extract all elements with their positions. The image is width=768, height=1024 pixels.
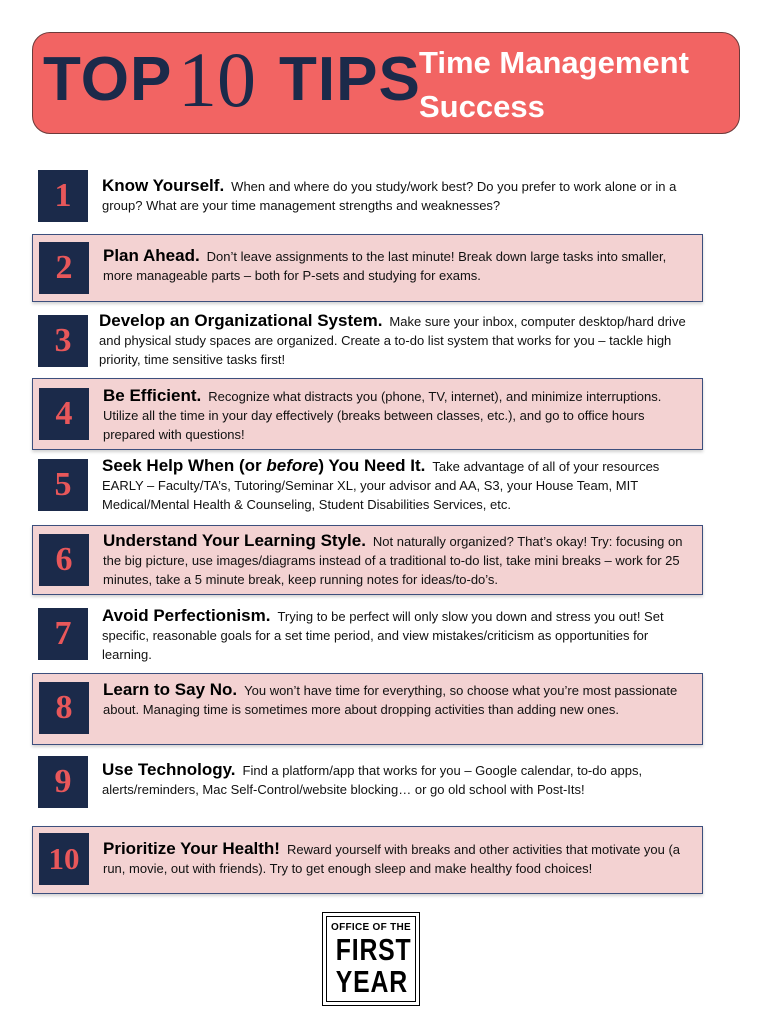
- tip-title: Know Yourself.: [102, 176, 225, 195]
- title-subtitle: [419, 41, 689, 129]
- title-banner: [32, 32, 740, 134]
- tip-5: [32, 452, 703, 520]
- tip-8: [32, 673, 703, 745]
- tip-title: Learn to Say No.: [103, 680, 238, 699]
- logo-line-2: FIRST: [335, 932, 412, 967]
- tip-6: [32, 525, 703, 595]
- tip-2: [32, 234, 703, 302]
- tip-title: Use Technology.: [102, 760, 236, 779]
- tip-body: Not naturally organized? That’s okay! Try: focusing on the big picture, use images/diagrams instead of a traditional to-do list, take mini breaks – work for 25 minutes, take a 5 minute break, keep running notes for ideas/to-do’s.: [103, 534, 683, 587]
- tip-title: Be Efficient.: [103, 386, 202, 405]
- tip-body: Reward yourself with breaks and other activities that motivate you (a run, movie, out with friends). Try to get enough sleep and make healthy food choices!: [103, 842, 681, 876]
- tip-body: Trying to be perfect will only slow you down and stress you out! Set specific, reasonable goals for a set time period, and view mistakes/criticism as opportunities for learning.: [102, 609, 664, 662]
- tip-7: [32, 600, 703, 670]
- title-top: TOP: [43, 45, 173, 114]
- logo-line-3: YEAR: [335, 964, 408, 999]
- tip-title: Seek Help When (or before) You Need It.: [102, 456, 426, 475]
- tip-body: Recognize what distracts you (phone, TV, internet), and minimize interruptions. Utilize all the time in your day effectively (breaks between classes, etc.), and go to office hours prepared with questions!: [103, 389, 662, 442]
- tip-number: 2: [39, 242, 89, 294]
- title-ten: 10: [178, 36, 256, 123]
- tip-number: 5: [38, 459, 88, 511]
- tip-body: When and where do you study/work best? Do you prefer to work alone or in a group? What are your time management strengths and weaknesses?: [102, 179, 677, 213]
- subtitle-line-2: Success: [419, 89, 545, 124]
- logo-line-1: OFFICE OF THE: [330, 922, 411, 933]
- tip-body: You won’t have time for everything, so choose what you’re most passionate about. Managing time is sometimes more about dropping activities than adding new ones.: [103, 683, 678, 717]
- title-tips: TIPS: [279, 45, 421, 114]
- tip-number: 3: [38, 315, 88, 367]
- tip-title: Avoid Perfectionism.: [102, 606, 271, 625]
- tip-number: 6: [39, 534, 89, 586]
- tip-number: 10: [39, 833, 89, 885]
- tip-title: Develop an Organizational System.: [99, 311, 383, 330]
- tip-title: Plan Ahead.: [103, 246, 200, 265]
- tip-body: Find a platform/app that works for you – Google calendar, to-do apps, alerts/reminders, Mac Self-Control/website blocking… or go old school with Post-Its!: [102, 763, 643, 797]
- tip-4: [32, 378, 703, 450]
- tip-number: 4: [39, 388, 89, 440]
- tip-number: 9: [38, 756, 88, 808]
- tip-title: Understand Your Learning Style.: [103, 531, 366, 550]
- tip-title: Prioritize Your Health!: [103, 839, 280, 858]
- tip-body: Don’t leave assignments to the last minute! Break down large tasks into smaller, more manageable parts – both for P-sets and studying for exams.: [103, 249, 667, 283]
- tip-number: 1: [38, 170, 88, 222]
- tip-body: Take advantage of all of your resources EARLY – Faculty/TA’s, Tutoring/Seminar XL, your advisor and AA, S3, your House Team, MIT Medical/Mental Health & Counseling, Student Disabilities Services, etc.: [102, 459, 660, 512]
- subtitle-line-1: Time Management: [419, 45, 689, 80]
- tip-1: [32, 168, 703, 226]
- tip-3: [32, 308, 703, 374]
- tip-number: 7: [38, 608, 88, 660]
- office-of-the-first-year-logo: [322, 912, 420, 1006]
- tip-9: [32, 752, 703, 814]
- tip-body: Make sure your inbox, computer desktop/hard drive and physical study spaces are organized. Create a to-do list system that works for you – tackle high priority, time sensitive tasks first!: [99, 314, 686, 367]
- tip-number: 8: [39, 682, 89, 734]
- tip-10: [32, 826, 703, 894]
